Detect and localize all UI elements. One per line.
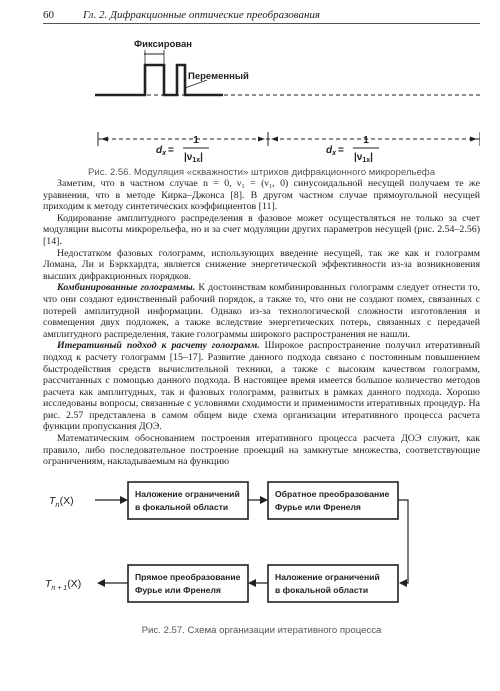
paragraph-6: Математическим обоснованием построения итеративного процесса расчета ДОЭ служит, как правило, либо последовательное построение проекций на замкнутые множества, соответствующие ограничениям, накладываемым на функцию <box>43 433 480 468</box>
page-header <box>43 9 480 24</box>
runin-heading: Итеративный подход к расчету голограмм. <box>57 340 260 352</box>
box-constraints-focal-top <box>128 482 248 519</box>
svg-text:1: 1 <box>363 135 369 146</box>
figure-iteration-scheme <box>43 470 480 620</box>
arrow-tr-br <box>398 500 408 583</box>
output-label: $T_{n + 1}(X)$ <box>45 578 82 592</box>
box-bl-line2: Фурье или Френеля <box>135 585 221 595</box>
box-bl-line1: Прямое преобразование <box>135 572 241 582</box>
svg-text:dx=: $d_x$ = <box>156 145 174 157</box>
figure1-caption: Рис. 2.56. Модуляция «скважности» штрихов дифракционного микрорельефа <box>87 167 436 178</box>
input-label: $T_n(X)$ <box>49 495 74 509</box>
paragraph-4: Комбинированные голограммы. К достоинствам комбинированных голограмм следует отнести то, что они создают единственный рабочий порядок, а также то, что они не создают помех, связанных с потерей амплитудной информации. Однако из-за технологической сложности изготовления и совмещения двух подложек, а также вследствие энергетических потерь, связанных с передачей амплитудного распределения, такие голограммы широкого распространения не нашли. <box>43 282 480 340</box>
body-text <box>43 178 480 468</box>
box-br-line1: Наложение ограничений <box>275 572 380 582</box>
paragraph-2: Кодирование амплитудного распределения в фазовое может осуществляться не только за счет модуляции высоты микрорельефа, но и за счет модуляции других параметров несущей (рис. 2.54–2.56) [14]. <box>43 212 480 247</box>
box-forward-transform <box>128 565 248 602</box>
svg-text:|ν1x|: $|\nu_{1x}|$ <box>184 152 203 164</box>
running-title: Гл. 2. Дифракционные оптические преобразования <box>83 9 321 21</box>
box-tr-line1: Обратное преобразование <box>275 489 390 499</box>
svg-text:|ν1x|: $|\nu_{1x}|$ <box>354 152 373 164</box>
box-constraints-focal-bottom <box>268 565 398 602</box>
label-fixed: Фиксирован <box>134 39 193 50</box>
figure2-caption: Рис. 2.57. Схема организации итеративного процесса <box>141 625 382 636</box>
box-inverse-transform <box>268 482 398 519</box>
box-tl-line2: в фокальной области <box>135 502 229 512</box>
svg-text:dx=: $d_x$ = <box>326 145 344 157</box>
label-variable: Переменный <box>188 71 249 82</box>
paragraph-1: Заметим, что в частном случае n = 0, ν₁ = (ν₁, 0) синусоидальной несущей получаем те же уравнения, что в методе Кирка–Джонса [8]. В другом частном случае прямоугольной несущей приходим к методу синтетических коэффициентов [11]. <box>43 178 480 213</box>
box-tr-line2: Фурье или Френеля <box>275 502 361 512</box>
svg-text:1: 1 <box>193 135 199 146</box>
page-number: 60 <box>43 9 54 21</box>
figure-modulation <box>43 30 480 168</box>
box-br-line2: в фокальной области <box>275 585 369 595</box>
box-tl-line1: Наложение ограничений <box>135 489 240 499</box>
paragraph-5: Итеративный подход к расчету голограмм. Широкое распространение получил итеративный подход к расчету голограмм [15–17]. Развитие данного подхода связано с постоянным повышением быстродействия средств вычислительной техники, а также с высоким качеством голограмм, рассчитанных с помощью данного подхода. В настоящее время имеется большое количество методов расчета как амплитудных, так и фазовых голограмм, развитых в рамках данного подхода. Хорошо исследованы вопросы, связанные с условиями сходимости и применимости итеративных процедур. На рис. 2.57 представлена в самом общем виде схема организации итеративного процесса расчета функции пропускания ДОЭ. <box>43 340 480 433</box>
paragraph-3: Недостатком фазовых голограмм, использующих введение несущей, так же как и голограмм Ломана, Ли и Бэркхардта, является снижение энергетической эффективности из-за возникновения высших дифракционных порядков. <box>43 247 480 282</box>
runin-heading: Комбинированные голограммы. <box>57 282 196 294</box>
